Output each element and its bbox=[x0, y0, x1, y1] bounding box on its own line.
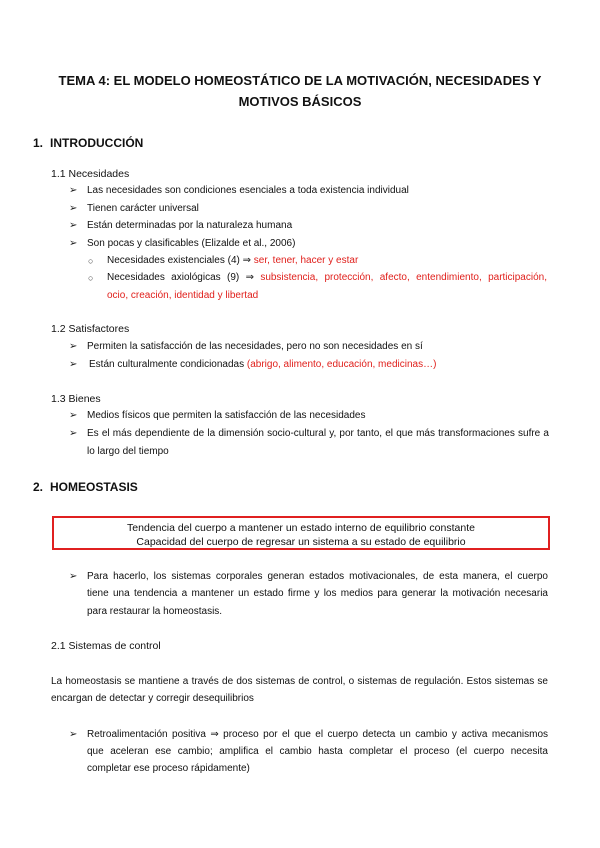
arrow-bullet-icon: ➢ bbox=[69, 410, 78, 421]
section-title: INTRODUCCIÓN bbox=[50, 136, 144, 150]
page-title bbox=[40, 70, 560, 112]
arrow-bullet-icon: ➢ bbox=[69, 571, 78, 582]
list-item: Tienen carácter universal bbox=[87, 203, 199, 214]
item-text: Necesidades axiológicas (9) ⇒ bbox=[107, 272, 261, 283]
item-highlight: subsistencia, protección, afecto, entendimiento, participación, bbox=[260, 272, 547, 283]
section-number: 2. bbox=[33, 480, 44, 494]
paragraph-line: encargan de detectar y corregir desequilibrios bbox=[51, 693, 254, 704]
list-item: Están determinadas por la naturaleza humana bbox=[87, 220, 293, 231]
list-item: Para hacerlo, los sistemas corporales generan estados motivacionales, de esta manera, el cuerpo bbox=[87, 571, 548, 582]
arrow-bullet-icon: ➢ bbox=[69, 220, 78, 231]
item-highlight: (abrigo, alimento, educación, medicinas…) bbox=[246, 359, 437, 370]
list-item bbox=[89, 359, 436, 370]
circle-bullet-icon: ○ bbox=[88, 273, 94, 283]
list-item-continued: que aceleran ese cambio; amplifica el cambio hasta completar el proceso (el cuerpo necesita bbox=[87, 746, 548, 757]
nested-list-item bbox=[107, 272, 547, 283]
arrow-bullet-icon: ➢ bbox=[69, 428, 78, 439]
title-line-1: TEMA 4: EL MODELO HOMEOSTÁTICO DE LA MOTIVACIÓN, NECESIDADES Y bbox=[58, 73, 542, 88]
arrow-bullet-icon: ➢ bbox=[69, 185, 78, 196]
nested-list-item bbox=[107, 255, 358, 266]
subsection-heading-sistemas-de-control: 2.1 Sistemas de control bbox=[51, 640, 161, 652]
section-heading-introduccion bbox=[33, 136, 143, 150]
list-item-continued: tiene una tendencia a mantener un estado firme y los medios para generar la motivación necesaria bbox=[87, 588, 548, 599]
definition-line-2: Capacidad del cuerpo de regresar un sistema a su estado de equilibrio bbox=[136, 536, 466, 548]
list-item: Permiten la satisfacción de las necesidades, pero no son necesidades en sí bbox=[87, 341, 423, 352]
subsection-heading-bienes: 1.3 Bienes bbox=[51, 393, 101, 405]
section-title: HOMEOSTASIS bbox=[50, 480, 138, 494]
arrow-bullet-icon: ➢ bbox=[69, 729, 78, 740]
item-highlight: ser, tener, hacer y estar bbox=[253, 255, 359, 266]
subsection-heading-satisfactores: 1.2 Satisfactores bbox=[51, 323, 130, 335]
arrow-bullet-icon: ➢ bbox=[69, 238, 78, 249]
arrow-bullet-icon: ➢ bbox=[69, 203, 78, 214]
list-item: Son pocas y clasificables (Elizalde et al., 2006) bbox=[87, 238, 296, 249]
list-item: Las necesidades son condiciones esenciales a toda existencia individual bbox=[87, 185, 409, 196]
section-number: 1. bbox=[33, 136, 44, 150]
arrow-bullet-icon: ➢ bbox=[69, 359, 78, 370]
item-text: Están culturalmente condicionadas bbox=[89, 359, 247, 370]
list-item: Medios físicos que permiten la satisfacción de las necesidades bbox=[87, 410, 366, 421]
section-heading-homeostasis bbox=[33, 480, 138, 494]
definition-box bbox=[52, 516, 550, 550]
subsection-heading-necesidades: 1.1 Necesidades bbox=[51, 168, 130, 180]
item-highlight-continued: ocio, creación, identidad y libertad bbox=[107, 290, 259, 301]
definition-line-1: Tendencia del cuerpo a mantener un estado interno de equilibrio constante bbox=[127, 522, 475, 534]
arrow-bullet-icon: ➢ bbox=[69, 341, 78, 352]
circle-bullet-icon: ○ bbox=[88, 256, 94, 266]
paragraph-line: La homeostasis se mantiene a través de dos sistemas de control, o sistemas de regulación. Estos sistemas se bbox=[51, 676, 548, 687]
item-text: Necesidades existenciales (4) ⇒ bbox=[107, 255, 254, 266]
title-line-2: MOTIVOS BÁSICOS bbox=[238, 94, 362, 109]
list-item: Retroalimentación positiva ⇒ proceso por el que el cuerpo detecta un cambio y activa mecanismos bbox=[87, 729, 548, 740]
list-item: Es el más dependiente de la dimensión socio-cultural y, por tanto, el que más transformaciones sufre a bbox=[87, 428, 549, 439]
list-item-continued: completar ese proceso rápidamente) bbox=[87, 763, 250, 774]
list-item-continued: lo largo del tiempo bbox=[87, 446, 169, 457]
list-item-continued: para restaurar la homeostasis. bbox=[87, 606, 223, 617]
